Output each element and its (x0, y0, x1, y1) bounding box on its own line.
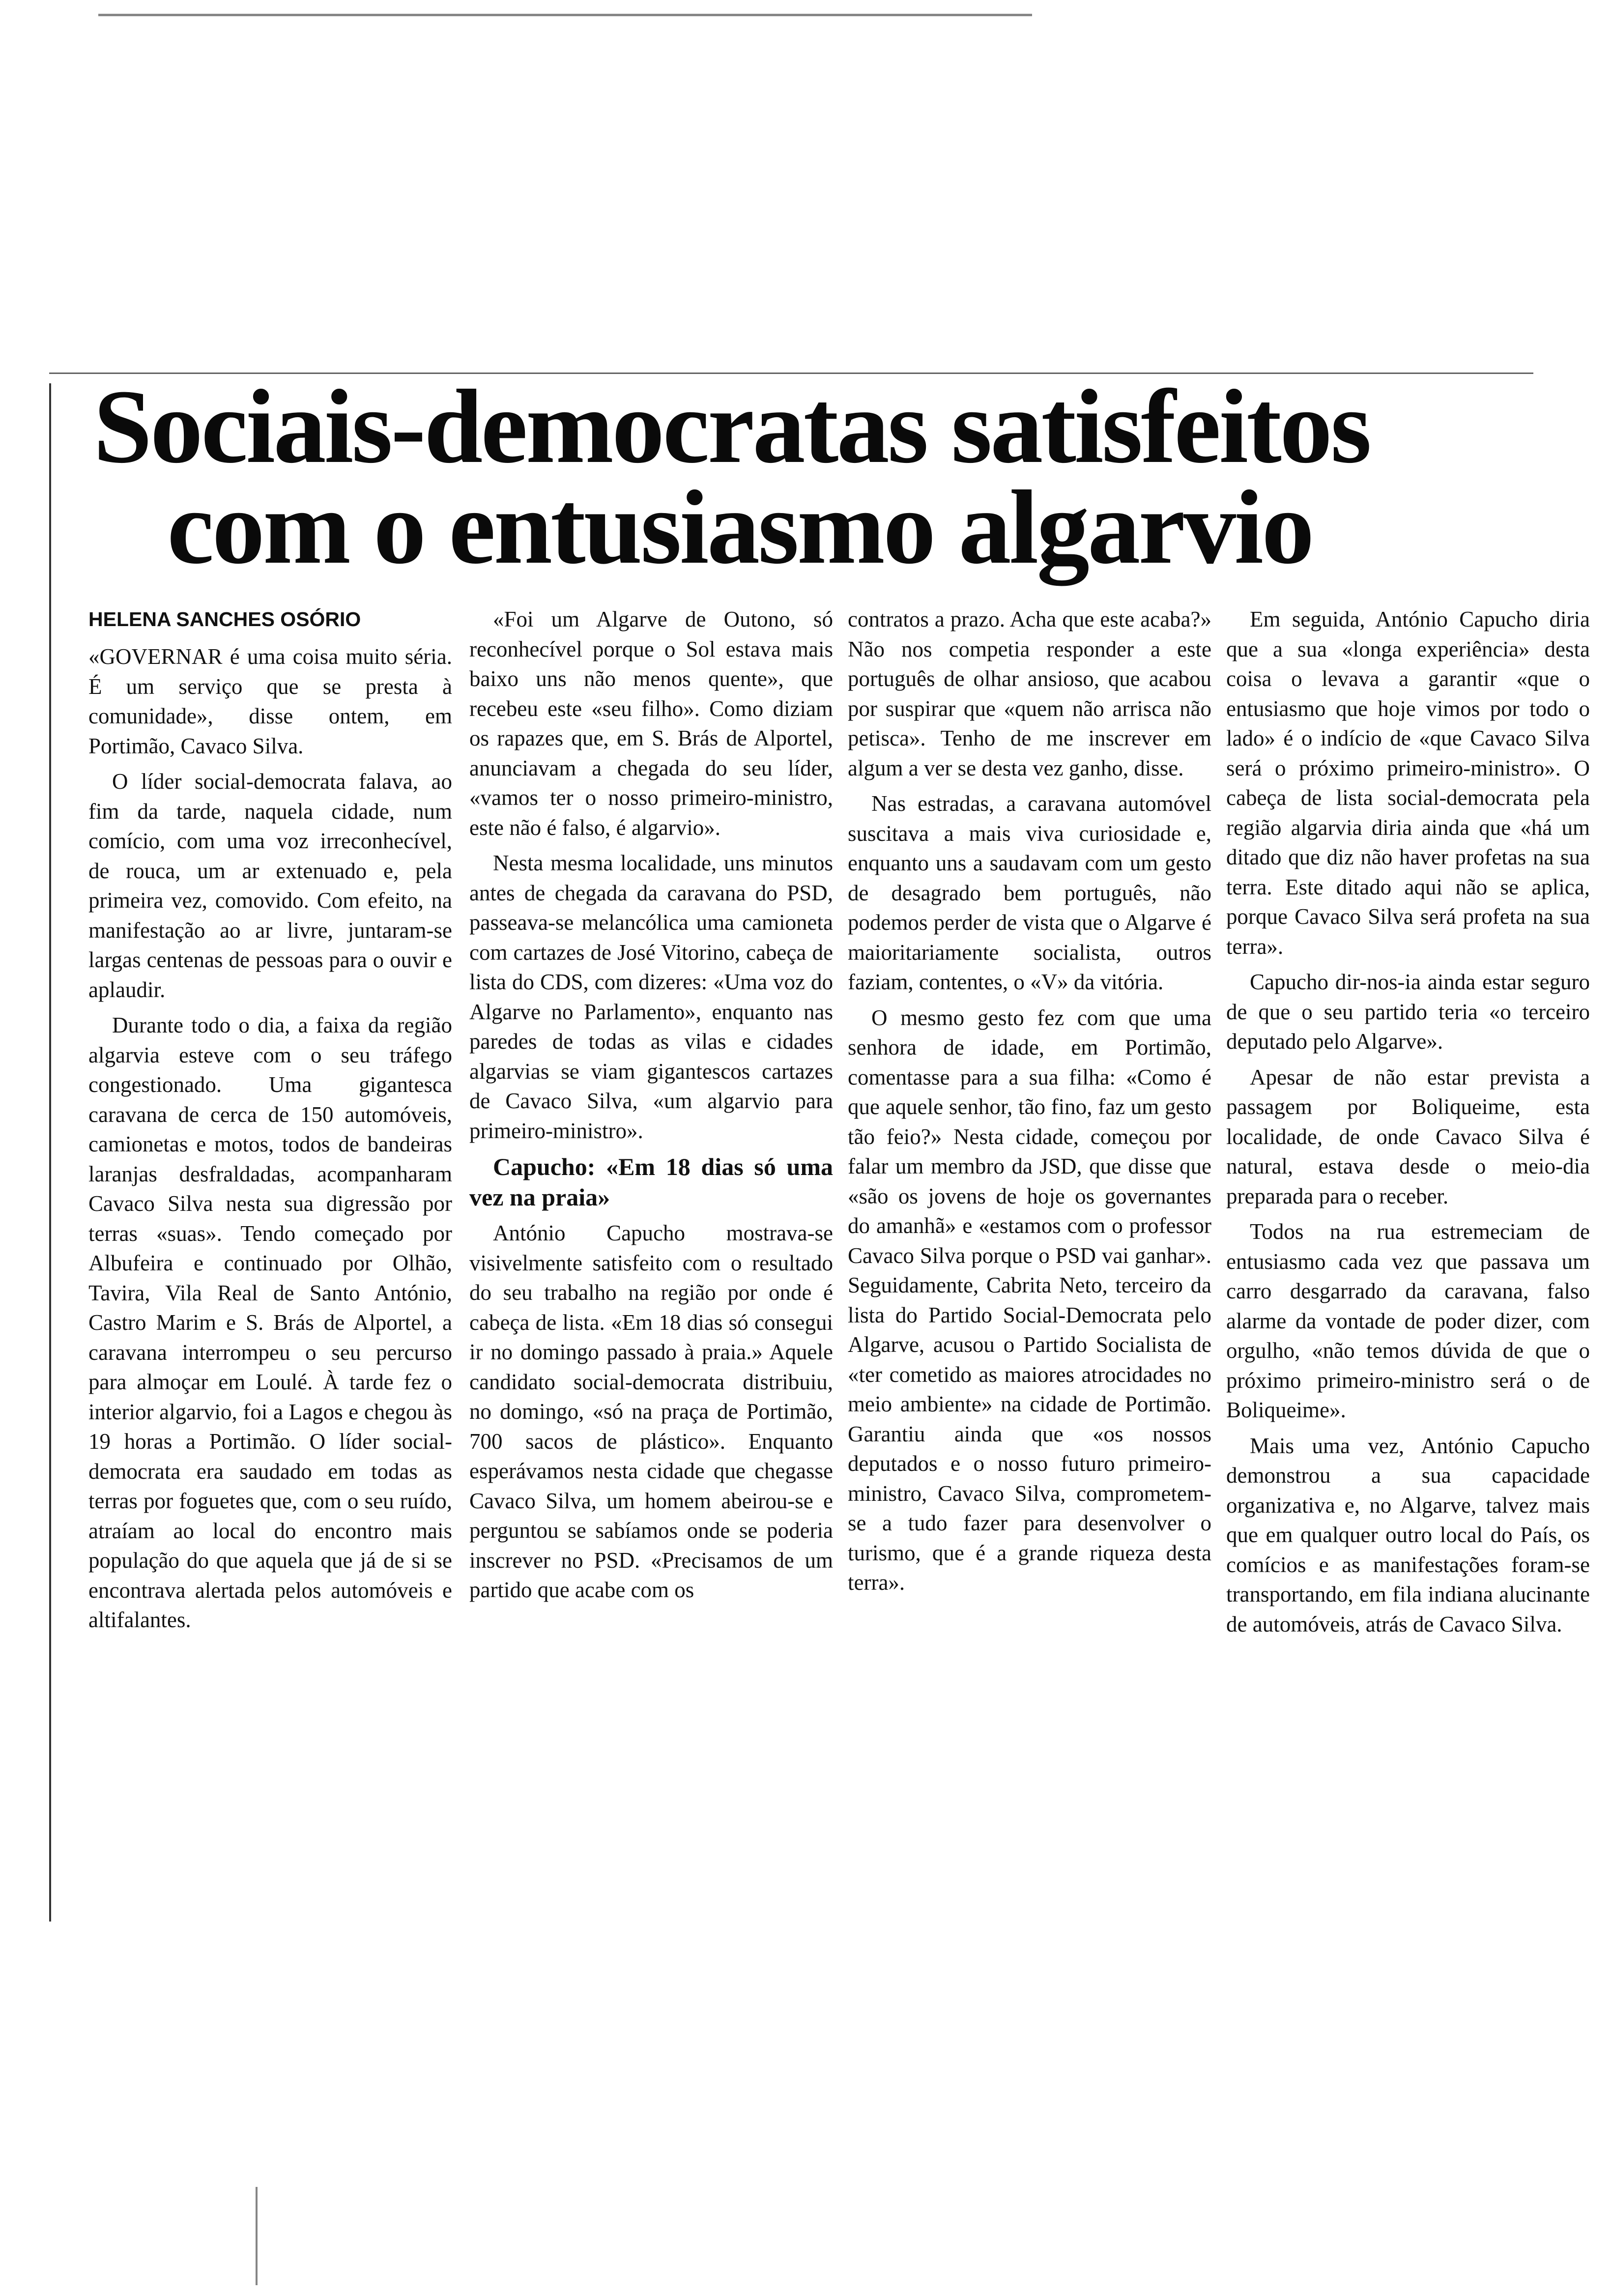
headline (93, 368, 1548, 586)
paragraph: «Foi um Algarve de Outono, só reconhecível porque o Sol estava mais baixo uns não menos quente», que recebeu este «seu filho». Como diziam os rapazes que, em S. Brás de Alportel, anunciavam a chegada do seu líder, «vamos ter o nosso primeiro-ministro, este não é falso, é algarvio». (469, 607, 833, 840)
paragraph: Nas estradas, a caravana automóvel suscitava a mais viva curiosidade e, enquanto uns a saudavam com um gesto de desagrado bem português, não podemos perder de vista que o Algarve é maioritariamente socialista, outros faziam, contentes, o «V» da vitória. (848, 791, 1211, 994)
subheading: Capucho: «Em 18 dias só uma vez na praia» (469, 1153, 833, 1211)
bottom-margin-tick (256, 2187, 258, 2285)
paragraph: Capucho dir-nos-ia ainda estar seguro de que o seu partido teria «o terceiro deputado pelo Algarve». (1226, 970, 1590, 1054)
paragraph: «GOVERNAR é uma coisa muito séria. É um serviço que se presta à comunidade», disse ontem, em Portimão, Cavaco Silva. (88, 644, 452, 758)
paragraph: António Capucho mostrava-se visivelmente satisfeito com o resultado do seu trabalho na região por onde é cabeça de lista. «Em 18 dias só consegui ir no domingo passado à praia.» Aquele candidato social-democrata distribuiu, no domingo, «só na praça de Portimão, 700 sacos de plástico». Enquanto esperávamos nesta cidade que chegasse Cavaco Silva, um homem abeirou-se e perguntou se sabíamos onde se poderia inscrever no PSD. «Precisamos de um partido que acabe com os (469, 1221, 833, 1602)
paragraph: Durante todo o dia, a faixa da região algarvia esteve com o seu tráfego congestionado. Uma gigantesca caravana de cerca de 150 automóveis, camionetas e motos, todos de bandeiras laranjas desfraldadas, acompanharam Cavaco Silva nesta sua digressão por terras «suas». Tendo começado por Albufeira e continuado por Olhão, Tavira, Vila Real de Santo António, Castro Marim e S. Brás de Alportel, a caravana interrompeu o seu percurso para almoçar em Loulé. À tarde fez o interior algarvio, foi a Lagos e chegou às 19 horas a Portimão. O líder social-democrata era saudado em todas as terras por foguetes que, com o seu ruído, atraíam ao local do encontro mais população do que aquela que já de si se encontrava alertada pelos automóveis e altifalantes. (88, 1013, 452, 1632)
paragraph: Todos na rua estremeciam de entusiasmo cada vez que passava um carro desgarrado da caravana, falso alarme da vontade de poder dizer, com orgulho, «não temos dúvida de que o próximo primeiro-ministro será o de Boliqueime». (1226, 1219, 1590, 1422)
paragraph: Nesta mesma localidade, uns minutos antes de chegada da caravana do PSD, passeava-se melancólica uma camioneta com cartazes de José Vitorino, cabeça de lista do CDS, com dizeres: «Uma voz do Algarve no Parlamento», enquanto nas paredes de todas as vilas e cidades algarvias se viam gigantescos cartazes de Cavaco Silva, «um algarvio para primeiro-ministro». (469, 851, 833, 1143)
headline-line-1: Sociais-democratas satisfeitos (93, 368, 1370, 485)
byline: HELENA SANCHES OSÓRIO (88, 608, 361, 631)
paragraph: O líder social-democrata falava, ao fim da tarde, naquela cidade, num comício, com uma voz irreconhecível, de rouca, um ar extenuado e, pela primeira vez, comovido. Com efeito, na manifestação ao ar livre, juntaram-se largas centenas de pessoas para o ouvir e aplaudir. (88, 769, 452, 1002)
scan-top-rule (98, 14, 1032, 16)
column-4 (1226, 604, 1590, 1639)
column-3 (848, 604, 1211, 1598)
paragraph: Apesar de não estar prevista a passagem por Boliqueime, esta localidade, de onde Cavaco Silva é natural, estava desde o meio-dia preparada para o receber. (1226, 1064, 1590, 1208)
paragraph: O mesmo gesto fez com que uma senhora de idade, em Portimão, comentasse para a sua filha: «Como é que aquele senhor, tão fino, faz um gesto tão feio?» Nesta cidade, começou por falar um membro da JSD, que disse que «são os jovens de hoje os governantes do amanhã» e «estamos com o professor Cavaco Silva porque o PSD vai ganhar». Seguidamente, Cabrita Neto, terceiro da lista do Partido Social-Democrata pelo Algarve, acusou o Partido Socialista de «ter cometido as maiores atrocidades no meio ambiente» na cidade de Portimão. Garantiu ainda que «os nossos deputados e o nosso futuro primeiro-ministro, Cavaco Silva, comprometem-se a tudo fazer para desenvolver o turismo, que é a grande riqueza desta terra». (848, 1005, 1211, 1595)
paragraph: Mais uma vez, António Capucho demonstrou a sua capacidade organizativa e, no Algarve, talvez mais que em qualquer outro local do País, os comícios e as manifestações foram-se transportando, em fila indiana alucinante de automóveis, atrás de Cavaco Silva. (1226, 1433, 1590, 1636)
left-margin-rule (49, 383, 51, 1922)
headline-line-2: com o entusiasmo algarvio (167, 468, 1313, 586)
column-1 (88, 604, 452, 1635)
column-2 (469, 604, 833, 1605)
paragraph: Em seguida, António Capucho diria que a sua «longa experiência» desta coisa o levava a garantir «que o entusiasmo que hoje vimos por todo o lado» é o indício de «que Cavaco Silva será o próximo primeiro-ministro». O cabeça de lista social-democrata pela região algarvia diria ainda que «há um ditado que diz não haver profetas na sua terra. Este ditado aqui não se aplica, porque Cavaco Silva será profeta na sua terra». (1226, 607, 1590, 959)
paragraph: contratos a prazo. Acha que este acaba?» Não nos competia responder a este português de olhar ansioso, que acabou por suspirar que «quem não arrisca não petisca». Tenho de me inscrever em algum a ver se desta vez ganho, disse. (848, 607, 1211, 780)
